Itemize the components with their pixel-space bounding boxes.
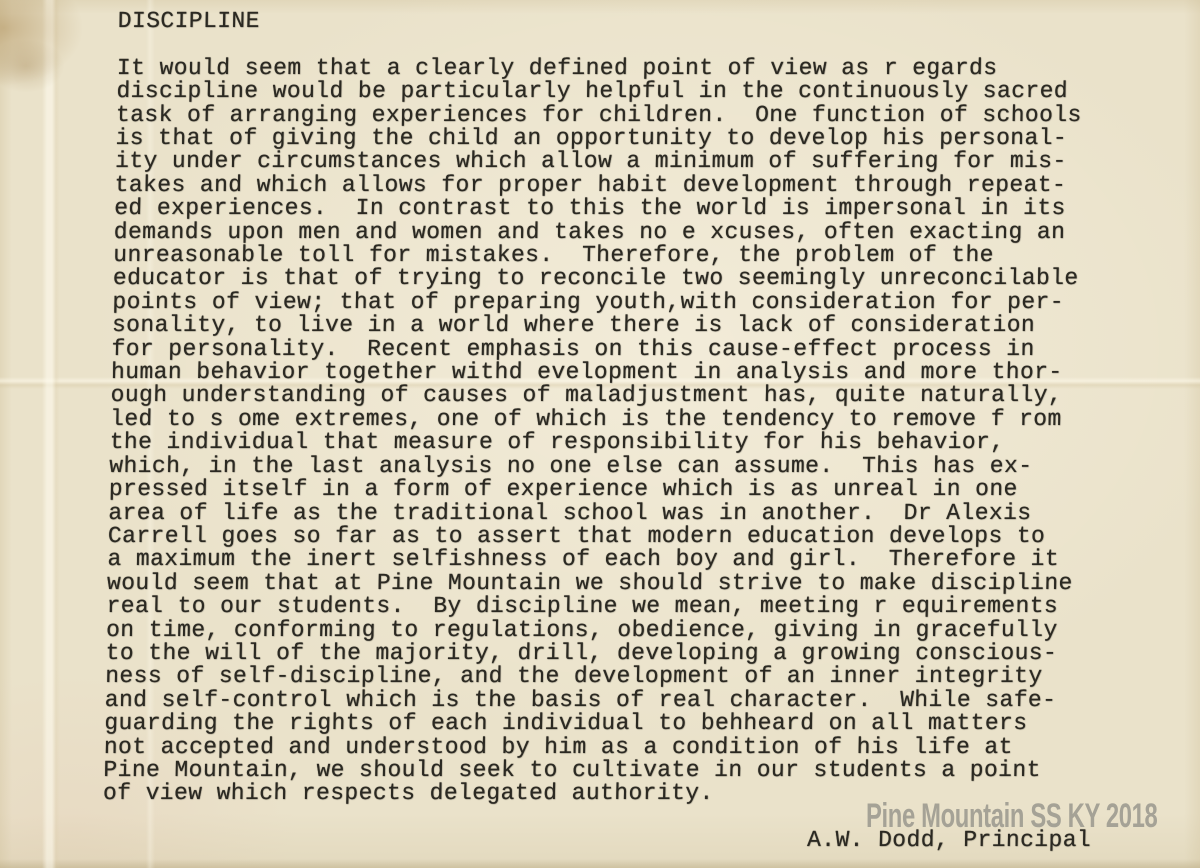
text-line: which, in the last analysis no one else can assume. This has ex- [109,452,1033,479]
text-line: guarding the rights of each individual to behheard on all matters [104,710,1028,737]
text-line: ity under circumstances which allow a minimum of suffering for mis- [114,148,1067,175]
text-line: on time, conforming to regulations, obedience, giving in gracefully [105,616,1058,643]
text-line: for personality. Recent emphasis on this cause-effect process in [111,335,1035,362]
text-line: not accepted and understood by him as a condition of his life at [103,733,1014,760]
document-title: DISCIPLINE [117,8,261,34]
text-line: task of arranging experiences for children. One function of schools [115,101,1083,128]
text-line: pressed itself in a form of experience which is as unreal in one [108,476,1019,503]
text-line: area of life as the traditional school was in another. Dr Alexis [108,499,1032,526]
text-line: demands upon men and women and takes no e xcuses, often exacting an [113,218,1066,245]
text-line: takes and which allows for proper habit development through repeat- [114,171,1067,198]
text-line: ness of self-discipline, and the development of an inner integrity [104,663,1043,690]
text-line: to the will of the majority, drill, developing a growing conscious- [105,639,1058,666]
text-line: sonality, to live in a world where there is lack of consideration [111,312,1036,339]
text-line: led to s ome extremes, one of which is the tendency to remove f rom [109,405,1062,432]
signature-line: A.W. Dodd, Principal [806,827,1092,854]
text-line: Pine Mountain, we should seek to cultivate in our students a point [103,756,1042,783]
text-line: educator is that of trying to reconcile two seemingly unreconcilable [112,265,1079,292]
text-line: discipline would be particularly helpful in the continuously sacred [116,78,1069,105]
watermark: Pine Mountain SS KY 2018 [866,797,1158,835]
text-line: is that of giving the child an opportunity to develop his personal- [115,125,1068,152]
text-line: points of view; that of preparing youth,with consideration for per- [112,288,1065,315]
text-line: ough understanding of causes of maladjustment has, quite naturally, [110,382,1063,409]
text-line: the individual that measure of responsibility for his behavior, [109,429,1005,456]
text-line: of view which respects delegated authority. [102,780,714,807]
document-text-block [102,10,1128,853]
document-body [102,54,1127,807]
text-line: human behavior together withd evelopment in analysis and more thor- [110,359,1063,386]
text-line: It would seem that a clearly defined point of view as r egards [116,54,998,81]
text-line: a maximum the inert selfishness of each boy and girl. Therefore it [107,546,1060,573]
text-line: and self-control which is the basis of real character. While safe- [104,686,1057,713]
text-line: real to our students. By discipline we mean, meeting r equirements [106,593,1059,620]
text-line: would seem that at Pine Mountain we should strive to make discipline [106,569,1074,596]
text-line: Carrell goes so far as to assert that modern education develops to [107,522,1046,549]
text-line: ed experiences. In contrast to this the world is impersonal in its [113,195,1067,222]
text-line: unreasonable toll for mistakes. Therefore, the problem of the [113,242,995,269]
